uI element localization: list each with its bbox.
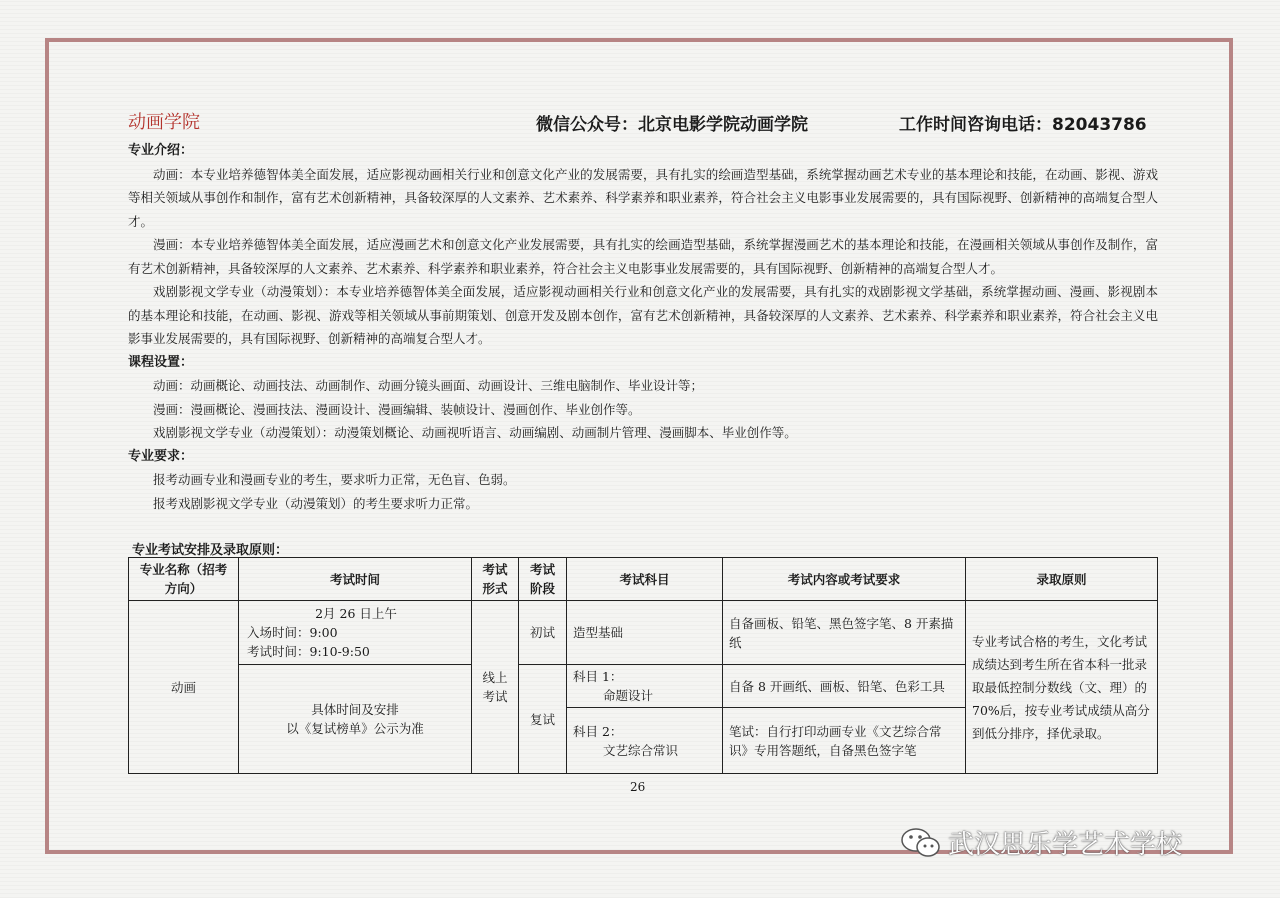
course-para-comics: 漫画：漫画概论、漫画技法、漫画设计、漫画编辑、装帧设计、漫画创作、毕业创作等。 — [153, 401, 641, 417]
wechat-account: 微信公众号：北京电影学院动画学院 — [536, 115, 808, 135]
requirement-second-2-cell: 笔试：自行打印动画专业《文艺综合常识》专用答题纸，自备黑色签字笔 — [723, 708, 966, 774]
main-content — [128, 139, 1158, 515]
watermark — [900, 824, 1182, 861]
subject-first-cell: 造型基础 — [567, 601, 723, 665]
exam-plan-heading: 专业考试安排及录取原则： — [132, 543, 289, 558]
second-time-line2: 以《复试榜单》公示为准 — [286, 721, 424, 736]
subject-s2-label: 科目 2： — [573, 723, 623, 739]
entry-time: 入场时间：9:00 — [247, 625, 338, 640]
exam-table — [128, 557, 1158, 774]
second-time-line1: 具体时间及安排 — [311, 702, 399, 717]
subject-second-1-cell — [567, 665, 723, 708]
requirement-second-1-cell: 自备 8 开画纸、画板、铅笔、色彩工具 — [723, 665, 966, 708]
header-stage: 考试阶段 — [519, 558, 567, 601]
subject-s1-label: 科目 1： — [573, 669, 623, 684]
header-form: 考试形式 — [472, 558, 519, 601]
phone-number: 工作时间咨询电话：82043786 — [899, 115, 1147, 135]
page-number: 26 — [630, 780, 646, 794]
header-requirement: 考试内容或考试要求 — [723, 558, 966, 601]
second-round-time-cell — [239, 665, 472, 774]
requirement-para-1: 报考动画专业和漫画专业的考生，要求听力正常，无色盲、色弱。 — [153, 472, 516, 487]
admission-cell: 专业考试合格的考生，文化考试成绩达到考生所在省本科一批录取最低控制分数线（文、理）的 70%后，按专业考试成绩从高分到低分排序，择优录取。 — [966, 601, 1158, 774]
requirement-first-cell: 自备画板、铅笔、黑色签字笔、8 开素描纸 — [723, 601, 966, 665]
stage-first-cell: 初试 — [519, 601, 567, 665]
major-cell: 动画 — [129, 601, 239, 774]
department-name: 动画学院 — [128, 112, 200, 133]
intro-para-drama: 戏剧影视文学专业（动漫策划）：本专业培养德智体美全面发展，适应影视动画相关行业和创意文化产业的发展需要，具有扎实的戏剧影视文学基础，系统掌握动画、漫画、影视剧本的基本理论和技能，在动画、影视、游戏等相关领域从事前期策划、创意开发及剧本创作，富有艺术创新精神，具备较深厚的人文素养、艺术素养、科学素养和职业素养，符合社会主义电影事业发展需要的，具有国际视野、创新精神的高端复合型人才。 — [128, 284, 1158, 346]
course-para-drama: 戏剧影视文学专业（动漫策划）：动漫策划概论、动画视听语言、动画编剧、动画制片管理、漫画脚本、毕业创作等。 — [153, 425, 797, 440]
table-row — [129, 601, 1158, 665]
intro-para-comics: 漫画：本专业培养德智体美全面发展，适应漫画艺术和创意文化产业发展需要，具有扎实的绘画造型基础，系统掌握漫画艺术的基本理论和技能，在漫画相关领域从事创作及制作，富有艺术创新精神，具备较深厚的人文素养、艺术素养、科学素养和职业素养，符合社会主义电影事业发展需要的，具有国际视野、创新精神的高端复合型人才。 — [128, 237, 1158, 276]
course-heading: 课程设置： — [128, 354, 194, 370]
requirement-para-2: 报考戏剧影视文学专业（动漫策划）的考生要求听力正常。 — [153, 495, 479, 511]
requirement-heading: 专业要求： — [128, 448, 194, 464]
intro-para-animation: 动画：本专业培养德智体美全面发展，适应影视动画相关行业和创意文化产业的发展需要，具有扎实的绘画造型基础，系统掌握动画艺术专业的基本理论和技能，在动画、影视、游戏等相关领域从事创作和制作，富有艺术创新精神，具备较深厚的人文素养、艺术素养、科学素养和职业素养，符合社会主义电影事业发展需要的，具有国际视野、创新精神的高端复合型人才。 — [128, 166, 1158, 229]
exam-form-cell: 线上考试 — [472, 601, 519, 774]
watermark-text: 武汉思乐学艺术学校 — [948, 830, 1183, 860]
table-header-row — [129, 558, 1158, 601]
subject-s2-name: 文艺综合常识 — [603, 742, 679, 758]
first-round-time-cell — [239, 601, 472, 665]
header-time: 考试时间 — [239, 558, 472, 601]
header-admission: 录取原则 — [966, 558, 1158, 601]
header-subject: 考试科目 — [567, 558, 723, 601]
header-major: 专业名称（招考方向） — [129, 558, 239, 601]
intro-heading: 专业介绍： — [128, 143, 194, 158]
exam-date: 2月 26 日上午 — [315, 606, 397, 621]
subject-s1-name: 命题设计 — [603, 688, 654, 703]
exam-time: 考试时间：9:10-9:50 — [247, 644, 370, 659]
stage-second-cell: 复试 — [519, 665, 567, 774]
wechat-icon — [900, 826, 942, 860]
course-para-animation: 动画：动画概论、动画技法、动画制作、动画分镜头画面、动画设计、三维电脑制作、毕业设计等； — [153, 378, 704, 393]
subject-second-2-cell — [567, 708, 723, 774]
